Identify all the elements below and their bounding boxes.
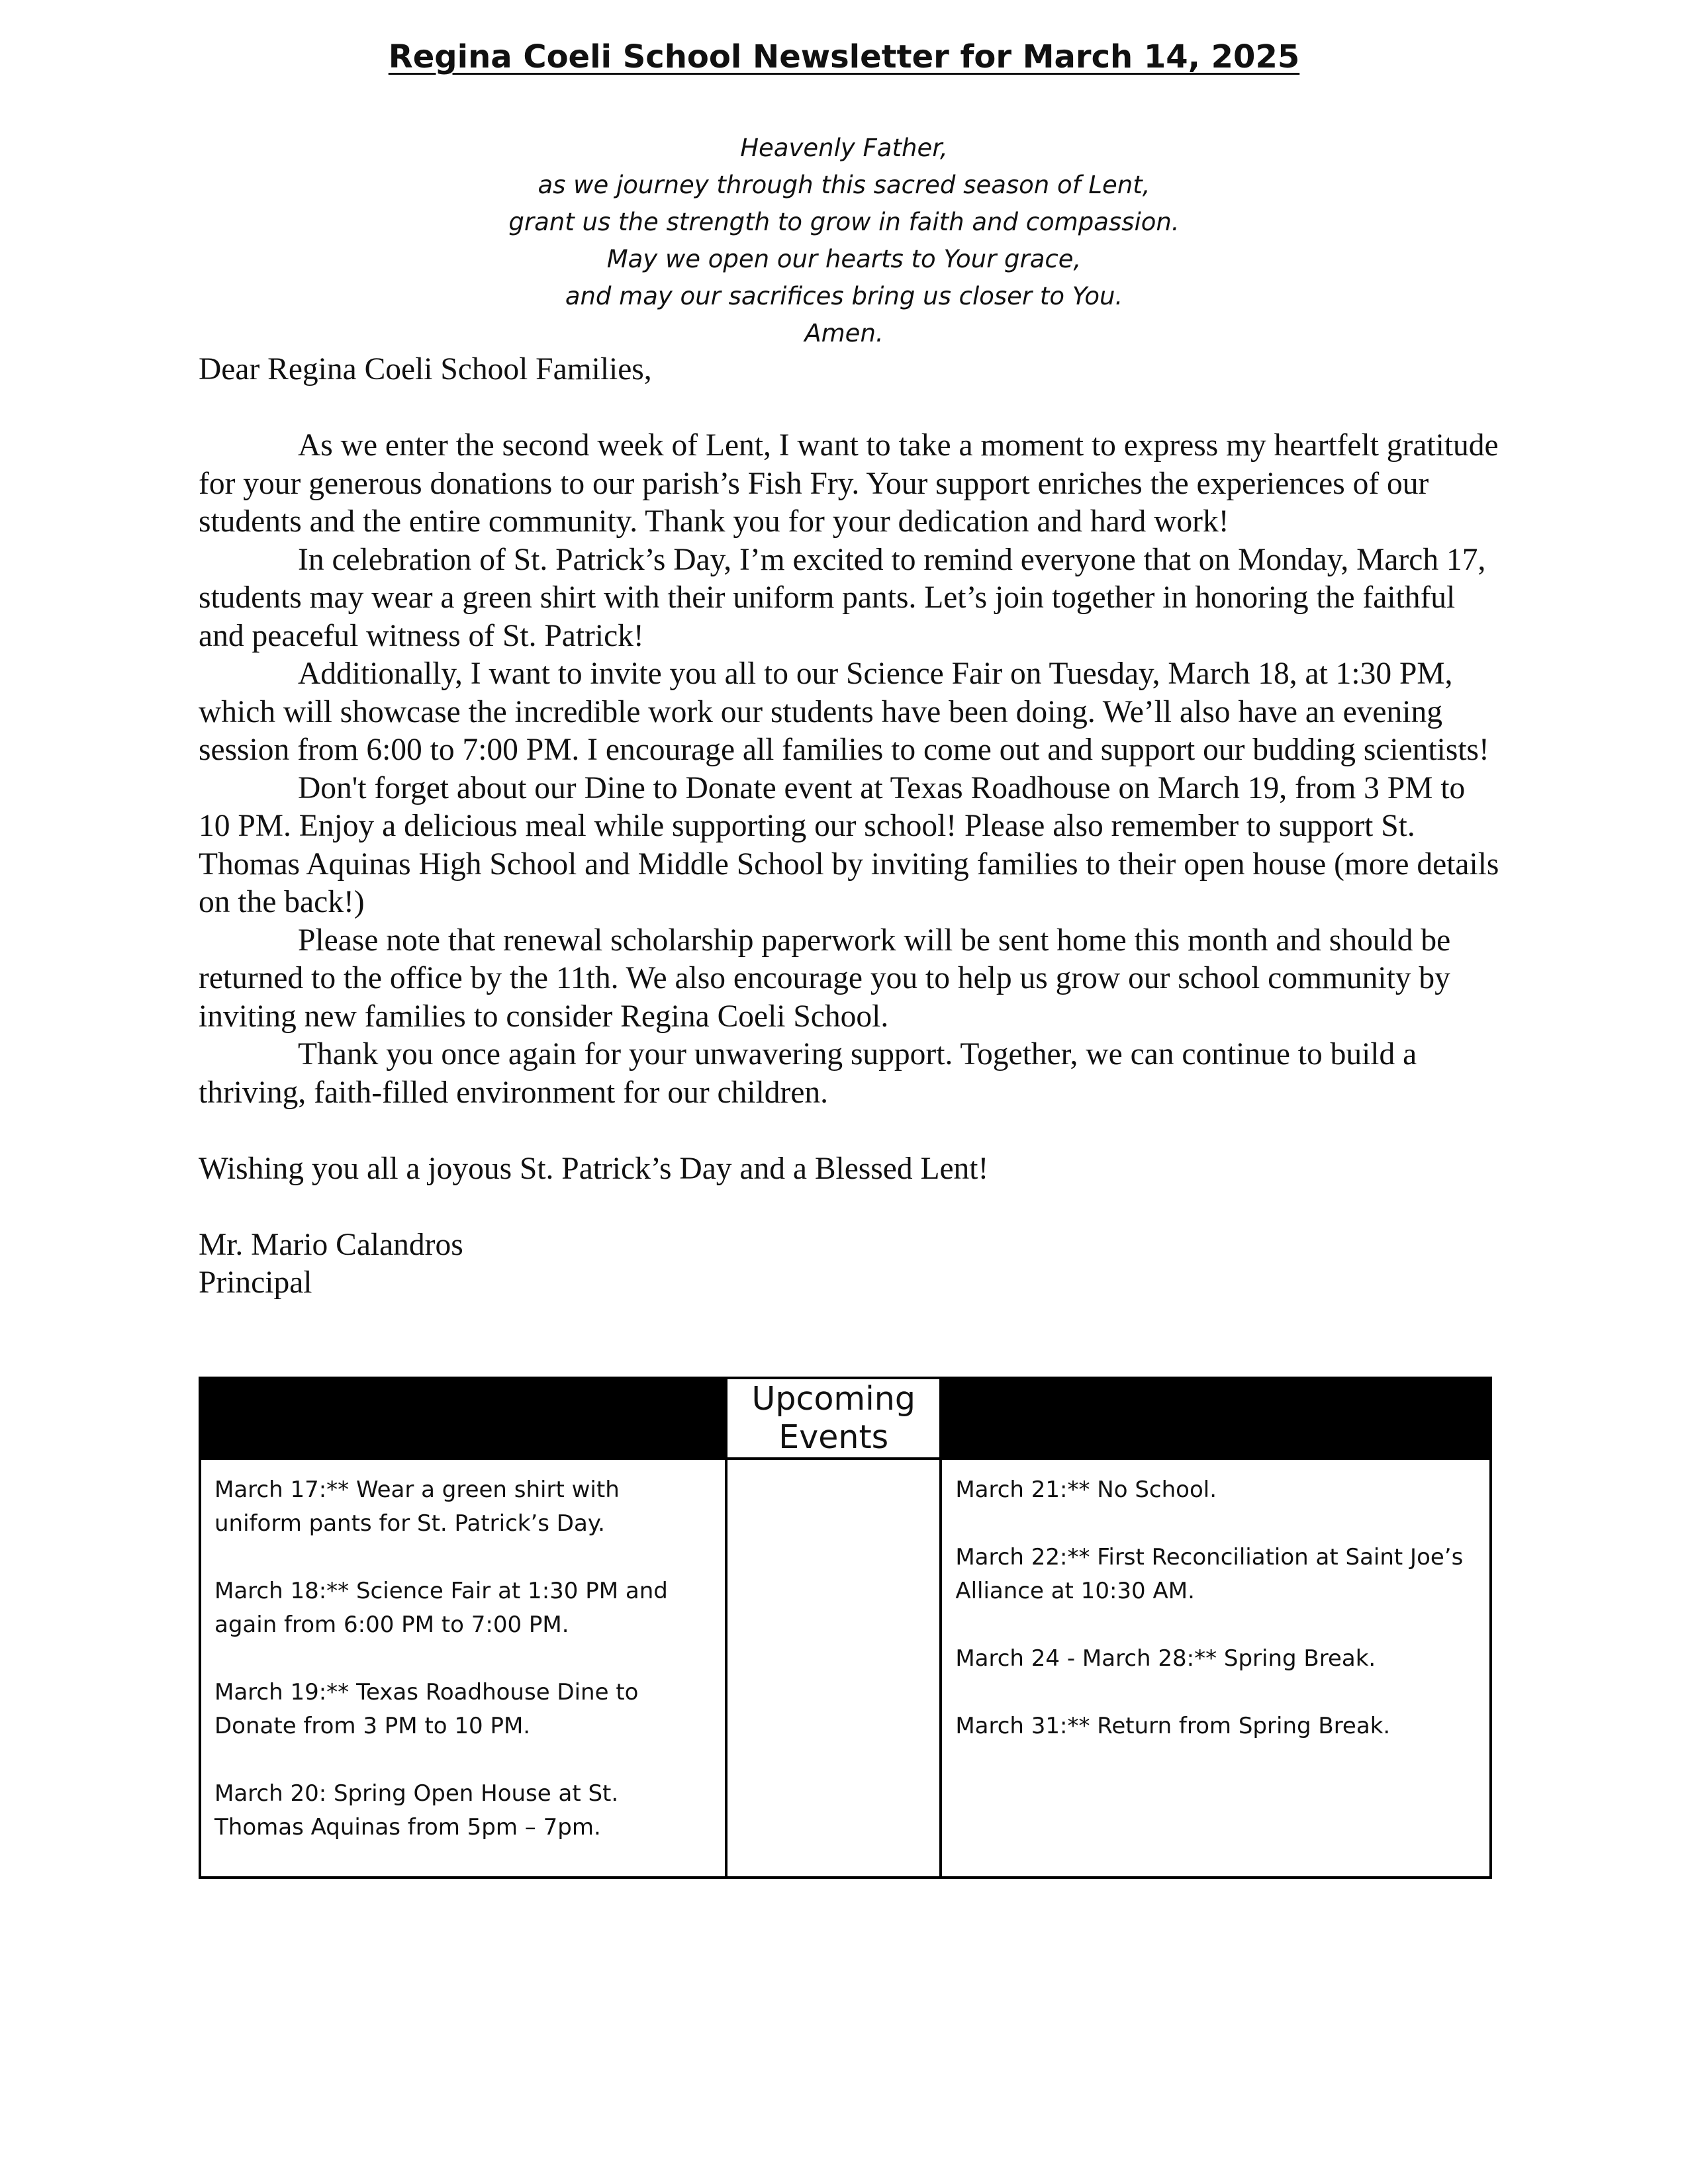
letter-paragraph: Thank you once again for your unwavering support. Together, we can continue to build a thriving, faith-filled environment for our children.	[199, 1037, 1417, 1110]
letter-paragraph: Please note that renewal scholarship paperwork will be sent home this month and should be returned to the office by the 11th. We also encourage you to help us grow our school community by inviting new families to consider Regina Coeli School.	[199, 923, 1451, 1034]
prayer-line: as we journey through this sacred season of Lent,	[538, 171, 1150, 199]
header-black-cell-right	[941, 1378, 1491, 1459]
events-middle-column	[726, 1459, 941, 1878]
letter-paragraph: Don't forget about our Dine to Donate event at Texas Roadhouse on March 19, from 3 PM to 10 PM. Enjoy a delicious meal while supporting our school! Please also remember to support St. Thomas Aquinas High School and Middle School by inviting families to their open house (more details on the back!)	[199, 770, 1499, 919]
event-item: March 22:** First Reconciliation at Saint Joe’s Alliance at 10:30 AM.	[955, 1544, 1464, 1604]
events-header-row	[200, 1378, 1491, 1459]
letter-paragraph: Additionally, I want to invite you all to our Science Fair on Tuesday, March 18, at 1:30 PM, which will showcase the incredible work our students have been doing. We’ll also have an evening session from 6:00 to 7:00 PM. I encourage all families to come out and support our budding scientists!	[199, 657, 1489, 767]
signature-name: Mr. Mario Calandros	[199, 1227, 463, 1262]
event-item: March 21:** No School.	[955, 1477, 1217, 1503]
prayer-line: grant us the strength to grow in faith and compassion.	[508, 208, 1180, 236]
event-item: March 17:** Wear a green shirt with uniform pants for St. Patrick’s Day.	[214, 1477, 620, 1537]
signature-title: Principal	[199, 1265, 312, 1300]
events-right-column	[941, 1459, 1491, 1878]
letter-closing: Wishing you all a joyous St. Patrick’s Day and a Blessed Lent!	[199, 1151, 989, 1186]
principal-letter	[199, 351, 1503, 1302]
event-item: March 19:** Texas Roadhouse Dine to Donate from 3 PM to 10 PM.	[214, 1679, 639, 1739]
event-item: March 31:** Return from Spring Break.	[955, 1713, 1391, 1739]
prayer-line: May we open our hearts to Your grace,	[606, 245, 1082, 273]
lenten-prayer	[0, 130, 1688, 352]
event-item: March 18:** Science Fair at 1:30 PM and again from 6:00 PM to 7:00 PM.	[214, 1578, 668, 1638]
letter-paragraph: As we enter the second week of Lent, I want to take a moment to express my heartfelt gratitude for your generous donations to our parish’s Fish Fry. Your support enriches the experiences of our students and the entire community. Thank you for your dedication and hard work!	[199, 428, 1499, 539]
events-heading: Upcoming Events	[726, 1378, 941, 1459]
event-item: March 20: Spring Open House at St. Thomas Aquinas from 5pm – 7pm.	[214, 1780, 619, 1841]
event-item: March 24 - March 28:** Spring Break.	[955, 1645, 1376, 1672]
prayer-line: and may our sacrifices bring us closer to You.	[565, 282, 1123, 310]
header-black-cell-left	[200, 1378, 726, 1459]
events-body-row	[200, 1459, 1491, 1878]
prayer-line: Amen.	[804, 319, 884, 347]
newsletter-title: Regina Coeli School Newsletter for March 14, 2025	[388, 38, 1300, 75]
upcoming-events-table	[199, 1377, 1492, 1879]
events-left-column	[200, 1459, 726, 1878]
prayer-line: Heavenly Father,	[740, 134, 948, 162]
letter-paragraph: In celebration of St. Patrick’s Day, I’m excited to remind everyone that on Monday, March 17, students may wear a green shirt with their uniform pants. Let’s join together in honoring the faithful and peaceful witness of St. Patrick!	[199, 542, 1486, 653]
letter-salutation: Dear Regina Coeli School Families,	[199, 352, 652, 387]
